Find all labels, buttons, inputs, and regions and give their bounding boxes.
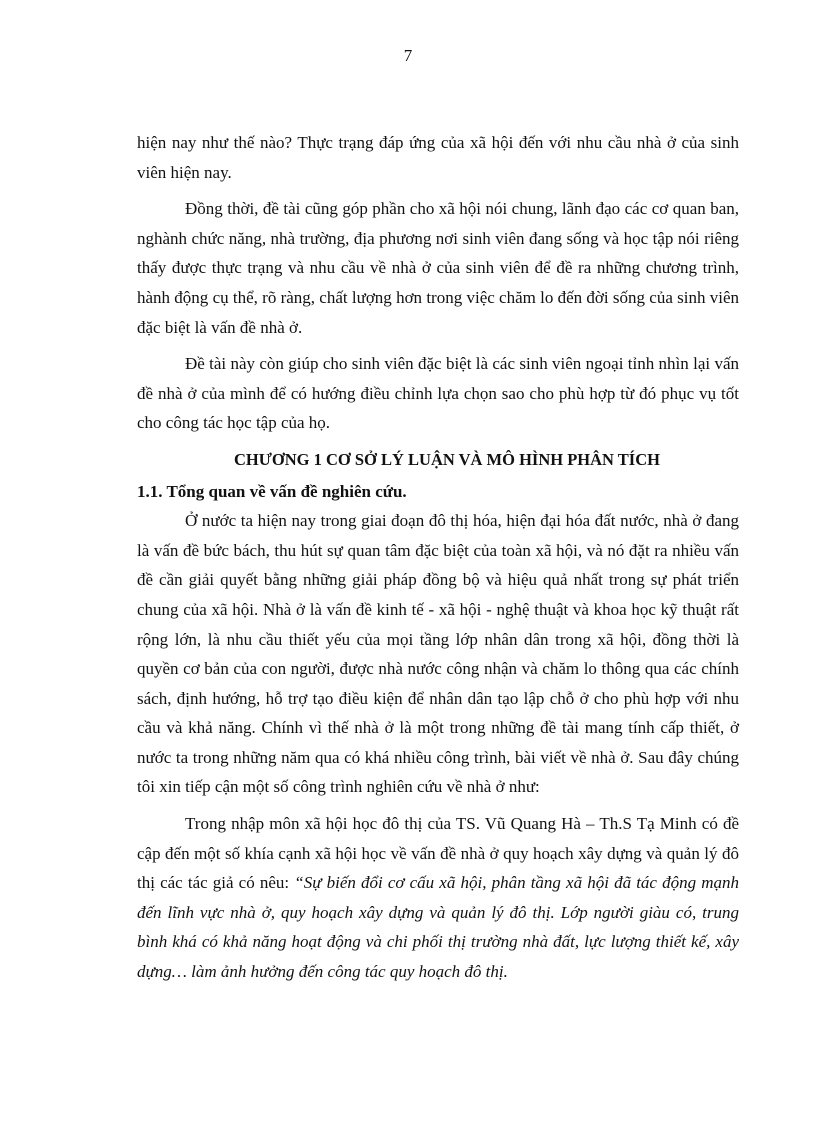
paragraph-citation (137, 809, 739, 987)
citation-intro: Trong nhập môn xã hội học đô thị của TS. Vũ Quang Hà – Th.S Tạ Minh có đề cập đến một số khía cạnh xã hội học về vấn đề nhà ở quy hoạch xây dựng và quản lý đô thị các tác giả có nêu: (137, 814, 739, 893)
section-heading: 1.1. Tổng quan về vấn đề nghiên cứu. (137, 481, 407, 501)
paragraph-dong-thoi: Đồng thời, đề tài cũng góp phần cho xã hội nói chung, lãnh đạo các cơ quan ban, nghành chức năng, nhà trường, địa phương nơi sinh viên đang sống và học tập nói riêng thấy được thực trạng và nhu cầu về nhà ở của sinh viên để đề ra những chương trình, hành động cụ thể, rõ ràng, chất lượng hơn trong việc chăm lo đến đời sống của sinh viên đặc biệt là vấn đề nhà ở. (137, 199, 739, 337)
body-text (137, 128, 739, 987)
paragraph-continuation: hiện nay như thế nào? Thực trạng đáp ứng của xã hội đến với nhu cầu nhà ở của sinh viên hiện nay. (137, 133, 739, 182)
paragraph-de-tai: Đề tài này còn giúp cho sinh viên đặc biệt là các sinh viên ngoại tỉnh nhìn lại vấn đề nhà ở của mình để có hướng điều chỉnh lựa chọn sao cho phù hợp từ đó phục vụ tốt cho công tác học tập của họ. (137, 354, 739, 433)
chapter-title: CHƯƠNG 1 CƠ SỞ LÝ LUẬN VÀ MÔ HÌNH PHÂN TÍCH (234, 449, 660, 469)
page-number: 7 (403, 46, 413, 65)
paragraph-overview: Ở nước ta hiện nay trong giai đoạn đô thị hóa, hiện đại hóa đất nước, nhà ở đang là vấn đề bức bách, thu hút sự quan tâm đặc biệt của toàn xã hội, và nó đặt ra nhiều vấn đề cần giải quyết bằng những giải pháp đồng bộ và hiệu quả nhất trong sự phát triển chung của xã hội. Nhà ở là vấn đề kinh tế - xã hội - nghệ thuật và khoa học kỹ thuật rất rộng lớn, là nhu cầu thiết yếu của mọi tầng lớp nhân dân trong xã hội, đồng thời là quyền cơ bản của con người, được nhà nước công nhận và chăm lo thông qua các chính sách, định hướng, hỗ trợ tạo điều kiện để nhân dân tạo lập chỗ ở cho phù hợp với nhu cầu và khả năng. Chính vì thế nhà ở là một trong những đề tài mang tính cấp thiết, ở nước ta trong những năm qua có khá nhiều công trình, bài viết về nhà ở. Sau đây chúng tôi xin tiếp cận một số công trình nghiên cứu về nhà ở như: (137, 511, 739, 797)
citation-quote: “Sự biến đổi cơ cấu xã hội, phân tầng xã hội đã tác động mạnh đến lĩnh vực nhà ở, quy hoạch xây dựng và quản lý đô thị. Lớp người giàu có, trung bình khá có khả năng hoạt động và chi phối thị trường nhà đất, lực lượng thiết kế, xây dựng… làm ảnh hưởng đến công tác quy hoạch đô thị. (137, 873, 740, 982)
